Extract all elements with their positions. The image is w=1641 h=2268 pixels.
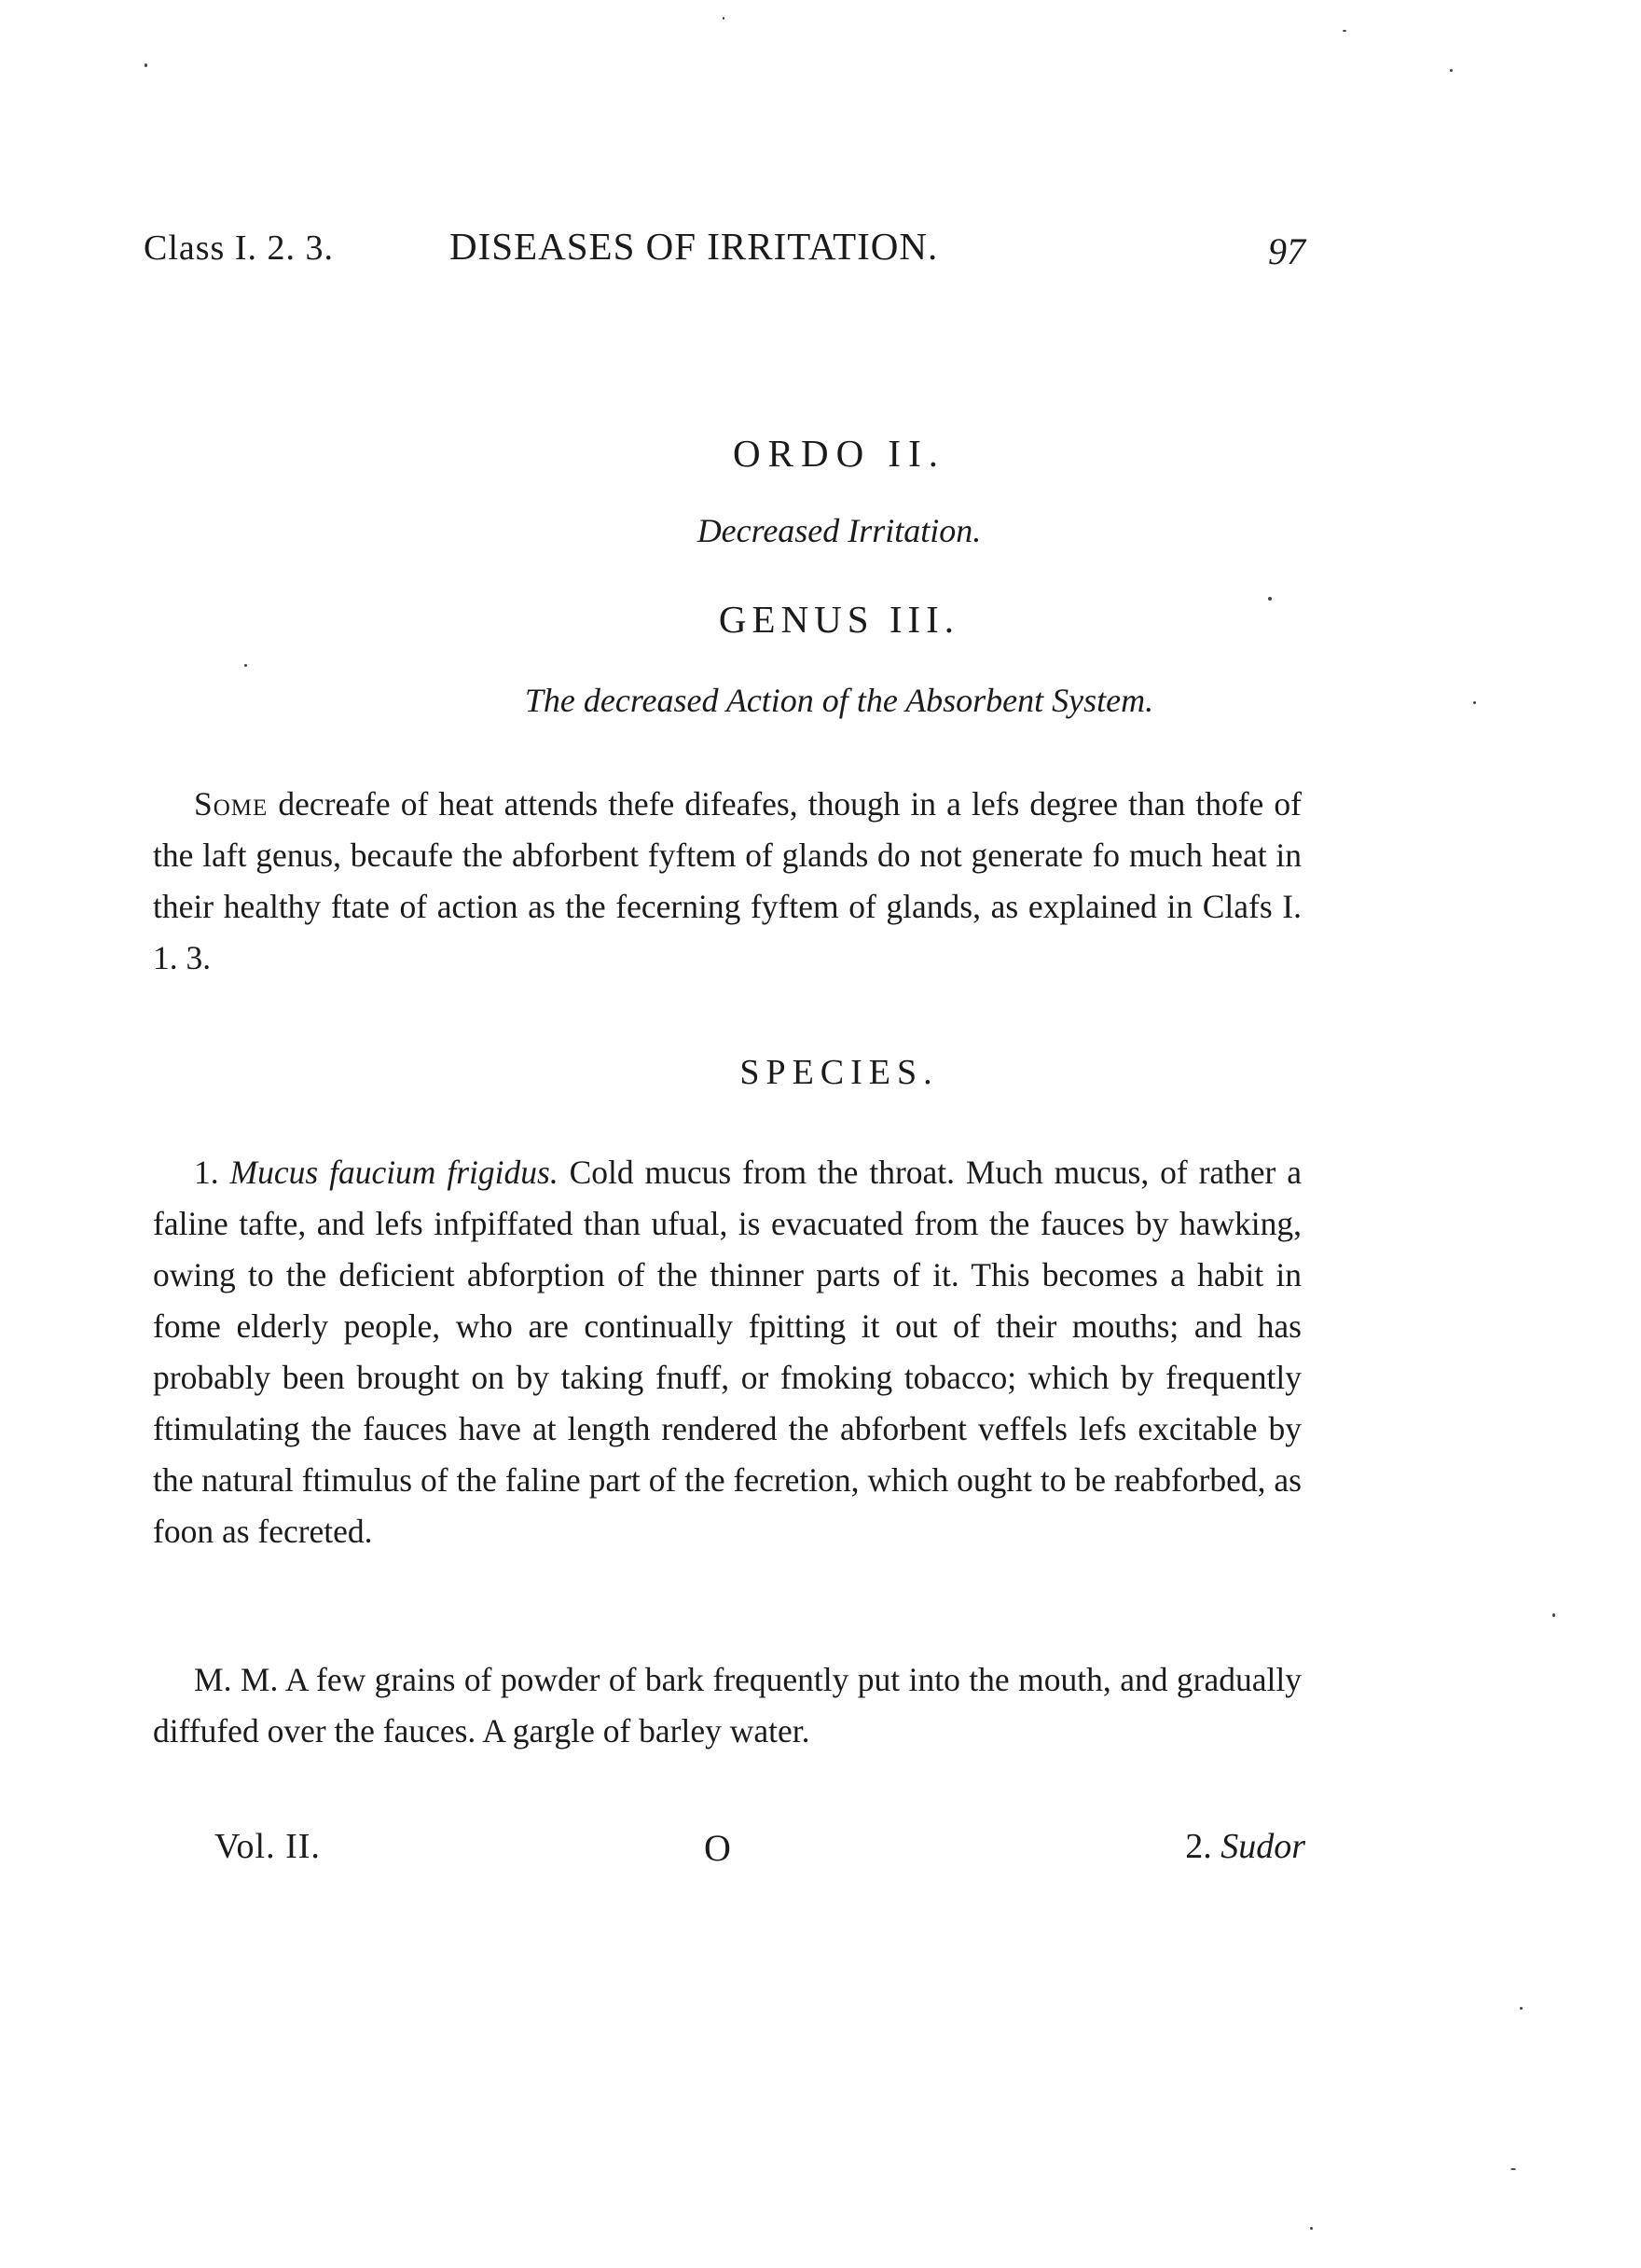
scan-speck	[1510, 2168, 1516, 2170]
scan-speck	[1310, 2227, 1313, 2230]
genus-heading: GENUS III.	[718, 598, 960, 641]
scan-speck	[1450, 69, 1453, 72]
catchword-word: Sudor	[1220, 1827, 1305, 1866]
ordo-heading: ORDO II.	[733, 432, 945, 475]
running-head-class: Class I. 2. 3.	[144, 228, 334, 268]
page-number: 97	[1268, 230, 1305, 272]
species-description: Cold mucus from the throat. Much mucus, of rather a faline tafte, and lefs infpiffated than ufual, is evacuated from the fauces by hawking, owing to the deficient abforption of the thinner parts of it. This becomes a habit in fome elderly people, who are continually fpitting it out of their mouths; and has probably been brought on by taking fnuff, or fmoking tobacco; which by frequently ftimulating the fauces have at length rendered the abforbent veffels lefs excitable by the natural ftimulus of the faline part of the fecretion, which ought to be reabforbed, as foon as fecreted.	[153, 1154, 1303, 1550]
intro-paragraph	[153, 779, 1302, 984]
scan-speck	[1473, 701, 1476, 704]
running-head-title: DISEASES OF IRRITATION.	[449, 225, 939, 268]
running-head	[140, 220, 1305, 276]
species-heading: SPECIES.	[739, 1053, 939, 1092]
intro-lead-word: Some	[194, 785, 269, 823]
scan-speck	[1552, 1613, 1555, 1617]
materia-medica-text: M. M. A few grains of powder of bark frequently put into the mouth, and gradually diffufed over the fauces. A gargle of barley water.	[153, 1661, 1302, 1749]
catchword	[1185, 1826, 1305, 1867]
catchword-number: 2.	[1185, 1827, 1212, 1866]
intro-text: decreafe of heat attends thefe difeafes, though in a lefs degree than thofe of the laft genus, becaufe the abforbent fyftem of glands do not generate fo much heat in their healthy ftate of action as the fecerning fyftem of glands, as explained in Clafs I. 1. 3.	[153, 785, 1302, 976]
species-latin-name: Mucus faucium frigidus.	[229, 1154, 558, 1191]
genus-subtitle: The decreased Action of the Absorbent System.	[524, 682, 1154, 719]
materia-medica-paragraph	[153, 1654, 1302, 1757]
scan-speck	[145, 63, 147, 67]
scan-speck	[723, 17, 724, 20]
scan-speck	[1343, 30, 1346, 32]
species-number: 1.	[194, 1154, 219, 1191]
scan-speck	[1268, 597, 1272, 601]
scan-speck	[1520, 2007, 1523, 2010]
ordo-subtitle: Decreased Irritation.	[696, 512, 982, 549]
page-footer	[140, 1826, 1305, 1882]
scan-speck	[244, 664, 247, 667]
volume-label: Vol. II.	[214, 1827, 321, 1866]
species-entry-paragraph	[153, 1147, 1302, 1557]
signature-mark: O	[704, 1827, 731, 1869]
